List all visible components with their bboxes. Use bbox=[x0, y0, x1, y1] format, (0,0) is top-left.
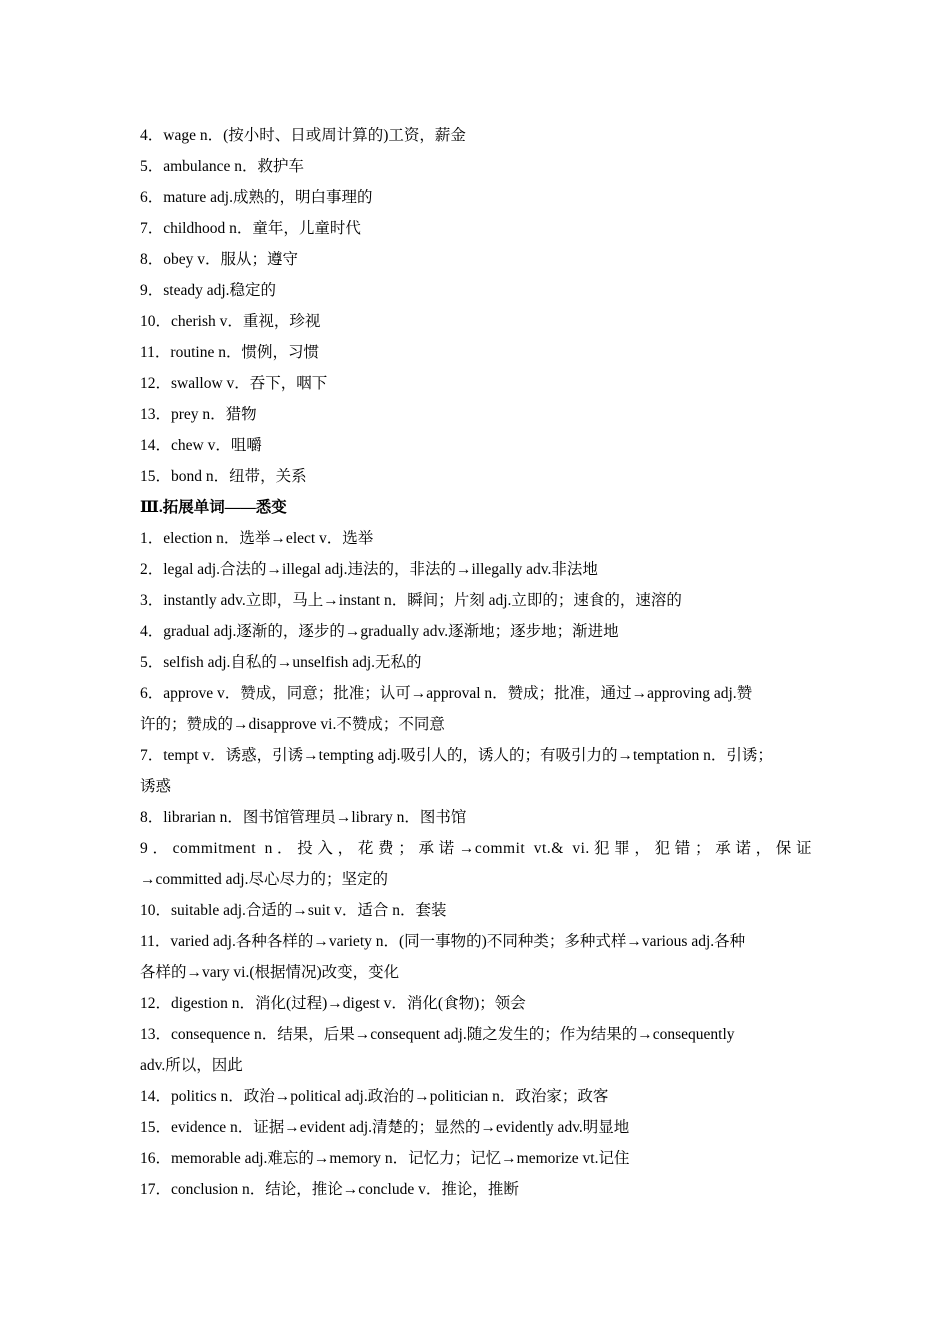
extend-item-12: 12．digestion n．消化(过程)→digest v．消化(食物)；领会 bbox=[140, 995, 526, 1012]
vocab-item-12: 12．swallow v．吞下，咽下 bbox=[140, 375, 328, 392]
extend-item-3: 3．instantly adv.立即，马上→instant n．瞬间；片刻 adj.立即的；速食的，速溶的 bbox=[140, 592, 682, 609]
extend-item-11-line-2: 各样的→vary vi.(根据情况)改变，变化 bbox=[140, 964, 400, 981]
extend-item-2: 2．legal adj.合法的→illegal adj.违法的，非法的→illegally adv.非法地 bbox=[140, 561, 598, 578]
vocab-item-13: 13．prey n．猎物 bbox=[140, 406, 257, 423]
extend-item-5: 5．selfish adj.自私的→unselfish adj.无私的 bbox=[140, 654, 422, 671]
vocabulary-page bbox=[140, 120, 812, 1205]
extend-item-1: 1．election n．选举→elect v．选举 bbox=[140, 530, 374, 547]
extend-item-13-line-1: 13．consequence n．结果，后果→consequent adj.随之发生的；作为结果的→consequently bbox=[140, 1026, 735, 1043]
vocab-item-6: 6．mature adj.成熟的，明白事理的 bbox=[140, 189, 373, 206]
vocab-item-11: 11．routine n．惯例，习惯 bbox=[140, 344, 319, 361]
vocab-item-7: 7．childhood n．童年，儿童时代 bbox=[140, 220, 361, 237]
section-heading: Ⅲ.拓展单词——悉变 bbox=[140, 499, 287, 516]
extend-item-8: 8．librarian n．图书馆管理员→library n．图书馆 bbox=[140, 809, 467, 826]
extend-item-11-line-1: 11．varied adj.各种各样的→variety n．(同一事物的)不同种类；多种式样→various adj.各种 bbox=[140, 933, 746, 950]
vocab-item-5: 5．ambulance n．救护车 bbox=[140, 158, 305, 175]
extend-item-9-line-2: →committed adj.尽心尽力的；坚定的 bbox=[140, 871, 388, 888]
vocab-item-9: 9．steady adj.稳定的 bbox=[140, 282, 277, 299]
vocab-item-8: 8．obey v．服从；遵守 bbox=[140, 251, 299, 268]
vocab-item-14: 14．chew v．咀嚼 bbox=[140, 437, 262, 454]
extend-item-7-line-1: 7．tempt v．诱惑，引诱→tempting adj.吸引人的，诱人的；有吸引力的→temptation n．引诱； bbox=[140, 747, 773, 764]
extend-item-4: 4．gradual adj.逐渐的，逐步的→gradually adv.逐渐地；逐步地；渐进地 bbox=[140, 623, 619, 640]
vocab-item-4: 4．wage n．(按小时、日或周计算的)工资，薪金 bbox=[140, 127, 466, 144]
vocab-item-10: 10．cherish v．重视，珍视 bbox=[140, 313, 321, 330]
extend-item-6-line-1: 6．approve v．赞成，同意；批准；认可→approval n．赞成；批准，通过→approving adj.赞 bbox=[140, 685, 753, 702]
extend-item-10: 10．suitable adj.合适的→suit v．适合 n．套装 bbox=[140, 902, 447, 919]
extend-item-6-line-2: 许的；赞成的→disapprove vi.不赞成；不同意 bbox=[140, 716, 445, 733]
extend-item-17: 17．conclusion n．结论，推论→conclude v．推论，推断 bbox=[140, 1181, 519, 1198]
extend-item-7-line-2: 诱惑 bbox=[140, 778, 172, 795]
extend-item-13-line-2: adv.所以，因此 bbox=[140, 1057, 243, 1074]
extend-item-9-line-1: 9．commitment n．投入，花费；承诺→commit vt.& vi.犯罪，犯错；承诺，保证 bbox=[140, 840, 812, 857]
extend-item-15: 15．evidence n．证据→evident adj.清楚的；显然的→evidently adv.明显地 bbox=[140, 1119, 630, 1136]
extend-item-14: 14．politics n．政治→political adj.政治的→politician n．政治家；政客 bbox=[140, 1088, 609, 1105]
extend-item-16: 16．memorable adj.难忘的→memory n．记忆力；记忆→memorize vt.记住 bbox=[140, 1150, 630, 1167]
vocab-item-15: 15．bond n．纽带，关系 bbox=[140, 468, 307, 485]
